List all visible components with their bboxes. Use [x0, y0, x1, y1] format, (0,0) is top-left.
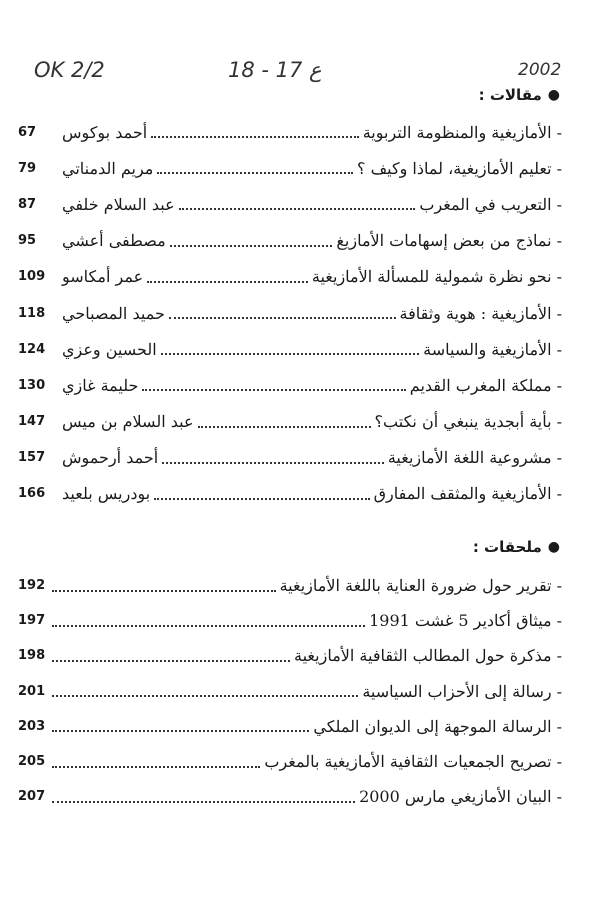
dot-leader [52, 766, 260, 768]
entry-title: الأمازيغية والمثقف المفارق [373, 484, 552, 504]
toc-entry: - الأمازيغية : هوية وثقافة حميد المصباحي 118 [18, 303, 562, 323]
entry-page: 157 [18, 450, 46, 466]
entry-author: عبد السلام بن ميس [62, 412, 194, 432]
dot-leader [170, 245, 333, 247]
bullet-icon: ● [547, 539, 560, 555]
entry-title: رسالة إلى الأحزاب السياسية [362, 681, 552, 701]
entry-page: 207 [18, 789, 46, 805]
toc-entry: - مملكة المغرب القديم حليمة غازي 130 [18, 375, 562, 395]
entry-page: 205 [18, 754, 46, 770]
entry-page: 198 [18, 648, 46, 664]
toc-entry: - الأمازيغية والمنظومة التربوية أحمد بوكوس 67 [18, 122, 562, 142]
toc-entry: - الرسالة الموجهة إلى الديوان الملكي 203 [18, 716, 562, 736]
entry-title: الرسالة الموجهة إلى الديوان الملكي [313, 716, 552, 736]
entry-page: 203 [18, 718, 46, 734]
toc-entry: - نماذج من بعض إسهامات الأمازيغ مصطفى أعشي 95 [18, 231, 562, 251]
annexes-heading [473, 538, 560, 556]
entry-page: 201 [18, 683, 46, 699]
articles-heading [479, 86, 560, 104]
entry-title: مذكرة حول المطالب الثقافية الأمازيغية [294, 646, 552, 666]
toc-entry: - الأمازيغية والمثقف المفارق بودريس بلعيد 166 [18, 484, 562, 504]
dot-leader [52, 625, 365, 627]
articles-list [18, 114, 562, 512]
entry-author: حميد المصباحي [62, 303, 165, 323]
entry-page: 147 [18, 414, 46, 430]
entry-author: عبد السلام خلفي [62, 194, 175, 214]
dot-leader [154, 498, 369, 500]
dot-leader [52, 801, 355, 803]
bullet-icon: ● [547, 87, 560, 103]
toc-entry: - مشروعية اللغة الأمازيغية أحمد أرحموش 157 [18, 448, 562, 468]
entry-page: 79 [18, 160, 37, 176]
toc-entry: - نحو نظرة شمولية للمسألة الأمازيغية عمر أمكاسو 109 [18, 267, 562, 287]
entry-author: الحسين وعزي [62, 339, 157, 359]
handwritten-note-year: 2002 [518, 60, 562, 80]
entry-title: البيان الأمازيغي مارس 2000 [359, 787, 552, 807]
toc-entry: - تصريح الجمعيات الثقافية الأمازيغية بالمغرب 205 [18, 752, 562, 772]
dot-leader [169, 317, 396, 319]
annexes-heading-label: ملحقات : [472, 538, 542, 556]
dot-leader [52, 660, 290, 662]
entry-title: مشروعية اللغة الأمازيغية [387, 448, 552, 468]
toc-entry: - البيان الأمازيغي مارس 2000 207 [18, 787, 562, 807]
entry-author: مريم الدمناتي [62, 158, 154, 178]
toc-entry: - رسالة إلى الأحزاب السياسية 201 [18, 681, 562, 701]
entry-title: تقرير حول ضرورة العناية باللغة الأمازيغية [279, 576, 552, 596]
entry-author: أحمد أرحموش [62, 448, 159, 468]
entry-page: 87 [18, 196, 37, 212]
dot-leader [147, 281, 308, 283]
entry-page: 67 [18, 124, 37, 140]
annexes-list [18, 568, 562, 814]
dot-leader [52, 730, 309, 732]
entry-page: 130 [18, 377, 46, 393]
entry-author: حليمة غازي [62, 375, 139, 395]
handwritten-note-ok: OK 2/2 [34, 58, 105, 82]
toc-entry: - ميثاق أكادير 5 غشت 1991 197 [18, 611, 562, 631]
dot-leader [162, 462, 384, 464]
toc-entry: - تقرير حول ضرورة العناية باللغة الأمازيغية 192 [18, 576, 562, 596]
entry-page: 118 [18, 305, 46, 321]
entry-page: 124 [18, 341, 46, 357]
entry-title: الأمازيغية والسياسة [423, 339, 552, 359]
toc-entry: - مذكرة حول المطالب الثقافية الأمازيغية 198 [18, 646, 562, 666]
entry-title: تصريح الجمعيات الثقافية الأمازيغية بالمغرب [264, 752, 552, 772]
entry-title: تعليم الأمازيغية، لماذا وكيف ؟ [357, 158, 552, 178]
handwritten-note-pages: 18 - 17 ع [228, 58, 322, 82]
entry-author: بودريس بلعيد [62, 484, 151, 504]
dot-leader [52, 590, 276, 592]
entry-title: الأمازيغية والمنظومة التربوية [362, 122, 552, 142]
entry-page: 166 [18, 486, 46, 502]
entry-title: الأمازيغية : هوية وثقافة [399, 303, 552, 323]
entry-title: نحو نظرة شمولية للمسألة الأمازيغية [311, 267, 552, 287]
entry-title: التعريب في المغرب [419, 194, 552, 214]
dot-leader [52, 695, 358, 697]
dot-leader [161, 353, 420, 355]
dot-leader [151, 136, 359, 138]
entry-author: عمر أمكاسو [62, 267, 144, 287]
dot-leader [179, 208, 416, 210]
entry-title: ميثاق أكادير 5 غشت 1991 [369, 611, 552, 631]
entry-page: 95 [18, 233, 37, 249]
toc-entry: - الأمازيغية والسياسة الحسين وعزي 124 [18, 339, 562, 359]
entry-title: مملكة المغرب القديم [409, 375, 552, 395]
entry-page: 197 [18, 613, 46, 629]
entry-page: 109 [18, 269, 46, 285]
toc-entry: - تعليم الأمازيغية، لماذا وكيف ؟ مريم الدمناتي 79 [18, 158, 562, 178]
entry-author: مصطفى أعشي [62, 231, 166, 251]
entry-title: نماذج من بعض إسهامات الأمازيغ [336, 231, 552, 251]
entry-page: 192 [18, 578, 46, 594]
dot-leader [198, 426, 371, 428]
entry-author: أحمد بوكوس [62, 122, 148, 142]
toc-entry: - بأية أبجدية ينبغي أن نكتب؟ عبد السلام بن ميس 147 [18, 412, 562, 432]
dot-leader [142, 389, 405, 391]
articles-heading-label: مقالات : [478, 86, 542, 104]
entry-title: بأية أبجدية ينبغي أن نكتب؟ [374, 412, 552, 432]
dot-leader [157, 172, 353, 174]
toc-entry: - التعريب في المغرب عبد السلام خلفي 87 [18, 194, 562, 214]
